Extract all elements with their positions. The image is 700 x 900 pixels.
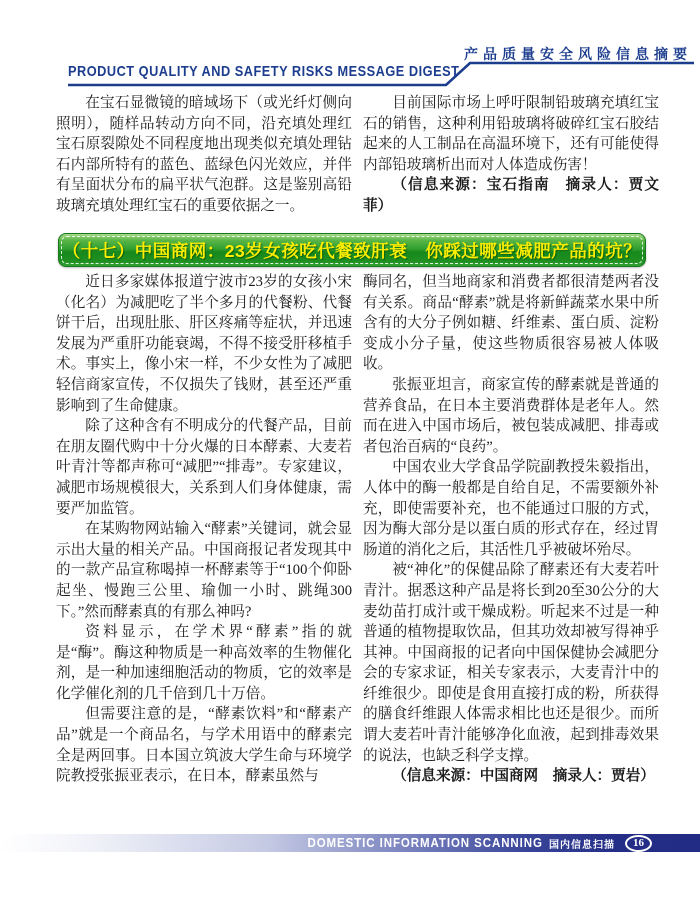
digest-title-chinese: 产品质量安全风险信息摘要 [464, 46, 692, 62]
page-number-badge: 16 [625, 835, 652, 852]
article-paragraph: 中国农业大学食品学院副教授朱毅指出，人体中的酶一般都是自给自足，不需要额外补充，即使需要补充，也不能通过口服的方式，因为酶大部分是以蛋白质的形式存在，经过胃肠道的消化之后，其活性几乎被破坏殆尽。 [363, 459, 659, 558]
digest-title-english: PRODUCT QUALITY AND SAFETY RISKS MESSAGE DIGEST [68, 63, 460, 80]
article-paragraph: 张振亚坦言，商家宣传的酵素就是普通的营养食品，在日本主要消费群体是老年人。然而在进入中国市场后，被包装成减肥、排毒或者包治百病的“良药”。 [363, 376, 659, 455]
article-source-line: （信息来源：中国商网 摘录人：贾岩） [392, 768, 655, 785]
footer-label-english: DOMESTIC INFORMATION SCANNING [307, 836, 543, 850]
article-right-column [363, 272, 659, 787]
gem-section-left-column [56, 93, 352, 217]
footer-label-chinese: 国内信息扫描 [549, 839, 615, 851]
article-headline: （十七）中国商网：23岁女孩吃代餐致肝衰 你踩过哪些减肥产品的坑？ [62, 240, 642, 261]
page-footer-bar [0, 834, 700, 852]
article-paragraph: 被“神化”的保健品除了酵素还有大麦若叶青汁。据悉这种产品是将长到20至30公分的大麦幼苗打成汁或干燥成粉。听起来不过是一种普通的植物提取饮品，但其功效却被写得神乎其神。中国商报的记者向中国保健协会减肥分会的专家求证，相关专家表示，大麦青汁中的纤维很少。即使是食用直接打成的粉，所获得的膳食纤维跟人体需求相比也还是很少。而所谓大麦若叶青汁能够净化血液，起到排毒效果的说法，也缺乏科学支撑。 [363, 562, 659, 764]
article-paragraph: 在某购物网站输入“酵素”关键词，就会显示出大量的相关产品。中国商报记者发现其中的一款产品宣称喝掉一杯酵素等于“100个仰卧起坐、慢跑三公里、瑜伽一小时、跳绳300下。”然而酵素真的有那么神吗? [56, 521, 352, 620]
gem-paragraph: 在宝石显微镜的暗域场下（或光纤灯侧向照明），随样品转动方向不同，沿充填处理红宝石原裂隙处不同程度地出现类似充填处理钻石内部所特有的蓝色、蓝绿色闪光效应，并伴有呈面状分布的扁平状气泡群。这是鉴别高铅玻璃充填处理红宝石的重要依据之一。 [56, 95, 352, 214]
article-paragraph: 资料显示，在学术界“酵素”指的就是“酶”。酶这种物质是一种高效率的生物催化剂，是一种加速细胞活动的物质，它的效率是化学催化剂的几千倍到几十万倍。 [56, 624, 352, 702]
article-paragraph: 近日多家媒体报道宁波市23岁的女孩小宋（化名）为减肥吃了半个多月的代餐粉、代餐饼干后，出现肚胀、肝区疼痛等症状，并迅速发展为严重肝功能衰竭，不得不接受肝移植手术。事实上，像小宋一样，不少女性为了减肥轻信商家宣传，不仅损失了钱财，甚至还严重影响到了生命健康。 [56, 274, 352, 414]
article-paragraph-continuation: 酶同名，但当地商家和消费者都很清楚两者没有关系。商品“酵素”就是将新鲜蔬菜水果中所含有的大分子例如糖、纤维素、蛋白质、淀粉变成小分子量，使这些物质很容易被人体吸收。 [363, 274, 659, 373]
article-headline-banner [58, 233, 646, 267]
gem-source-line: （信息来源：宝石指南 摘录人：贾文菲） [363, 177, 659, 214]
article-paragraph: 除了这种含有不明成分的代餐产品，目前在朋友圈代购中十分火爆的日本酵素、大麦若叶青汁等都声称可“减肥”“排毒”。专家建议，减肥市场规模很大，关系到人们身体健康，需要严加监管。 [56, 418, 352, 517]
article-left-column [56, 272, 352, 787]
article-paragraph: 但需要注意的是，“酵素饮料”和“酵素产品”就是一个商品名，与学术用语中的酵素完全是两回事。日本国立筑波大学生命与环境学院教授张振亚表示，在日本，酵素虽然与 [56, 706, 352, 785]
gem-paragraph: 目前国际市场上呼吁限制铅玻璃充填红宝石的销售，这种利用铅玻璃将破碎红宝石胶结起来的人工制品在高温环境下，还有可能使得内部铅玻璃析出而对人体造成伤害！ [363, 95, 659, 173]
gem-section-right-column [363, 93, 659, 217]
